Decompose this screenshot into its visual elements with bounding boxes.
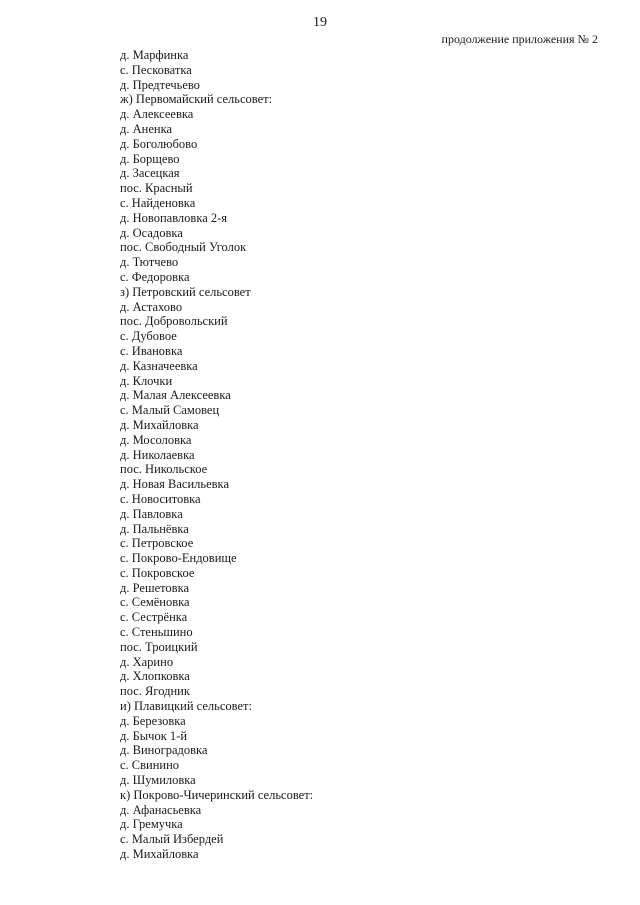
list-item: пос. Никольское [120,462,208,477]
list-item: д. Астахово [120,299,183,314]
list-item: с. Петровское [120,536,194,551]
list-item: д. Засецкая [120,166,180,181]
list-item: с. Ивановка [120,343,183,358]
list-item: д. Новопавловка 2-я [120,210,228,225]
list-item: д. Мосоловка [120,432,192,447]
list-item: с. Дубовое [120,329,177,344]
list-item: с. Малый Самовец [120,403,220,418]
list-item: пос. Троицкий [120,639,198,654]
list-item: д. Новая Васильевка [120,477,229,492]
list-item: с. Новоситовка [120,491,201,506]
list-item: д. Аненка [120,121,172,136]
list-item: д. Виноградовка [120,743,208,758]
list-item: с. Песковатка [120,62,192,77]
list-item: д. Шумиловка [120,773,196,788]
list-item: д. Бычок 1-й [120,728,188,743]
list-item: д. Афанасьевка [120,802,202,817]
list-item: д. Алексеевка [120,107,194,122]
list-item: с. Семёновка [120,595,190,610]
list-item: д. Николаевка [120,447,195,462]
list-item: д. Хлопковка [120,669,190,684]
list-item: д. Павловка [120,506,183,521]
list-item: с. Покрово-Ендовище [120,551,237,566]
list-item: к) Покрово-Чичеринский сельсовет: [120,787,314,802]
list-item: д. Михайловка [120,417,199,432]
list-item: д. Решетовка [120,580,190,595]
list-item: д. Боголюбово [120,136,198,151]
list-item: пос. Красный [120,181,193,196]
list-item: д. Марфинка [120,48,189,62]
list-item: д. Предтечьево [120,77,200,92]
list-item: д. Борщево [120,151,180,166]
list-item: с. Покровское [120,565,195,580]
settlement-list [120,48,313,862]
list-item: д. Осадовка [120,225,183,240]
list-item: д. Пальнёвка [120,521,189,536]
list-item: с. Найденовка [120,195,196,210]
list-item: д. Михайловка [120,847,199,862]
list-item: д. Гремучка [120,817,183,832]
list-item: с. Стеньшино [120,625,193,640]
list-item: д. Малая Алексеевка [120,388,231,403]
page-number: 19 [313,15,327,30]
list-item: д. Березовка [120,713,186,728]
list-item: з) Петровский сельсовет [120,284,251,299]
list-item: д. Клочки [120,373,173,388]
list-item: ж) Первомайский сельсовет: [120,92,273,107]
list-item: д. Тютчево [120,255,179,270]
list-item: с. Свинино [120,758,180,773]
list-item: пос. Ягодник [120,684,190,699]
list-item: пос. Добровольский [120,314,228,329]
list-item: с. Сестрёнка [120,610,188,625]
list-item: пос. Свободный Уголок [120,240,247,255]
list-item: с. Федоровка [120,269,190,284]
appendix-continuation-note: продолжение приложения № 2 [441,32,598,46]
list-item: д. Казначеевка [120,358,198,373]
list-item: д. Харино [120,654,174,669]
list-item: с. Малый Избердей [120,832,224,847]
list-item: и) Плавицкий сельсовет: [120,699,252,714]
